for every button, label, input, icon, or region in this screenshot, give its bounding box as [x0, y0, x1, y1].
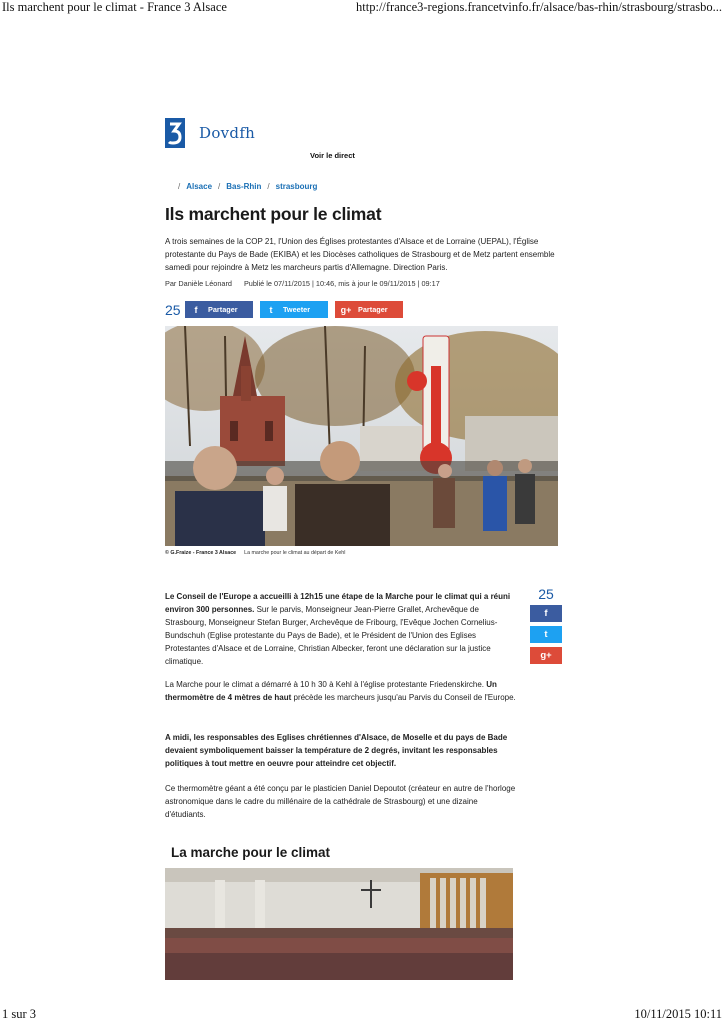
sidebar-share [530, 585, 562, 668]
facebook-share-label: Partager [208, 305, 238, 314]
print-datetime: 10/11/2015 10:11 [634, 1007, 722, 1021]
twitter-share-label: Tweeter [283, 305, 311, 314]
publish-date: Publié le 07/11/2015 | 10:46, mis à jour le 09/11/2015 | 09:17 [243, 279, 440, 288]
author: Par Danièle Léonard [165, 279, 232, 288]
body-paragraph-2 [165, 678, 517, 704]
body-paragraph-4: Ce thermomètre géant a été conçu par le plasticien Daniel Depoutot (créateur en autre de l'horloge astronomique dans le cadre du millénaire de la cathédrale de Strasbourg) et une dizaine d'étudiants. [165, 784, 516, 819]
google-plus-share-button[interactable] [335, 301, 403, 318]
live-link[interactable]: Voir le direct [310, 151, 355, 160]
body-p2-start: La Marche pour le climat a démarré à 10 h 30 à Kehl à l'église protestante Friedenskirche. [165, 680, 487, 689]
body-paragraph-3 [165, 731, 517, 770]
google-plus-icon: g+ [340, 304, 352, 315]
facebook-icon: f [544, 608, 548, 619]
breadcrumb-separator: / [267, 182, 270, 191]
article-photo [165, 326, 558, 546]
page-title: Ils marchent pour le climat [165, 204, 382, 224]
facebook-share-button[interactable] [185, 301, 253, 318]
print-footer [0, 1008, 724, 1024]
share-row [165, 301, 410, 318]
sidebar-share-count: 25 [538, 586, 554, 602]
body-p2-bold: Un thermomètre de 4 mètres de haut [165, 680, 497, 702]
breadcrumb-alsace[interactable]: Alsace [186, 182, 213, 191]
byline [165, 279, 440, 288]
section-title: La marche pour le climat [171, 845, 331, 860]
share-count: 25 [165, 301, 181, 318]
google-plus-icon: g+ [540, 650, 552, 661]
photo-credit: © G.Fraize - France 3 Alsace [165, 550, 237, 556]
facebook-icon: f [194, 304, 198, 315]
sidebar-twitter-button[interactable] [530, 626, 562, 643]
body-p1-bold: Le Conseil de l'Europe a accueilli à 12h15 une étape de la Marche pour le climat qui a réuni environ 300 personnes. [165, 592, 511, 614]
france3-logo-icon [165, 118, 185, 148]
twitter-icon: t [544, 629, 548, 640]
google-plus-share-label: Partager [358, 305, 388, 314]
print-page-title: Ils marchent pour le climat - France 3 Alsace [2, 0, 227, 14]
breadcrumb [178, 182, 317, 191]
logo-text: Dovdfh [199, 124, 256, 142]
body-p1-rest: Sur le parvis, Monseigneur Jean-Pierre Grallet, Archevêque de Strasbourg, Monseigneur Stefan Burger, Archevêque de Fribourg, l'Evêque Jochen Cornelius-Bundschuh (Eglise protestante du Pays de Bade), et le Président de l'Union des Eglises Protestantes d'Alsace et de Lorraine, Christian Albecker, feront une déclaration sur la justice climatique. [165, 605, 498, 666]
breadcrumb-bas-rhin[interactable]: Bas-Rhin [226, 182, 262, 191]
twitter-share-button[interactable] [260, 301, 328, 318]
print-header [0, 0, 724, 18]
sidebar-facebook-button[interactable] [530, 605, 562, 622]
section-photo [165, 868, 513, 980]
photo-caption [165, 550, 345, 556]
print-url: http://france3-regions.francetvinfo.fr/alsace/bas-rhin/strasbourg/strasbo... [356, 0, 722, 14]
breadcrumb-separator: / [178, 182, 181, 191]
sidebar-google-plus-button[interactable] [530, 647, 562, 664]
body-p3-bold: A midi, les responsables des Eglises chrétiennes d'Alsace, de Moselle et du pays de Bade devaient symboliquement baisser la température de 2 degrés, invitant les responsables politiques à tout mettre en oeuvre pour atteindre cet objectif. [165, 733, 508, 768]
france3-logo[interactable] [165, 117, 255, 149]
breadcrumb-strasbourg[interactable]: strasbourg [275, 182, 318, 191]
photo-caption-text: La marche pour le climat au départ de Kehl [244, 550, 346, 556]
article-lead: A trois semaines de la COP 21, l'Union des Églises protestantes d'Alsace et de Lorraine (UEPAL), l'Église protestante du Pays de Bade (EKIBA) et les Diocèses catholiques de Strasbourg et de Metz partent ensemble samedi pour rejoindre à Metz les marcheurs partis d'Allemagne. Direction Paris. [165, 237, 555, 272]
print-page-count: 1 sur 3 [2, 1007, 37, 1021]
twitter-icon: t [269, 304, 273, 315]
body-p2-rest: précède les marcheurs jusqu'au Parvis du Conseil de l'Europe. [291, 693, 516, 702]
breadcrumb-separator: / [218, 182, 221, 191]
body-paragraph-1 [165, 590, 517, 668]
